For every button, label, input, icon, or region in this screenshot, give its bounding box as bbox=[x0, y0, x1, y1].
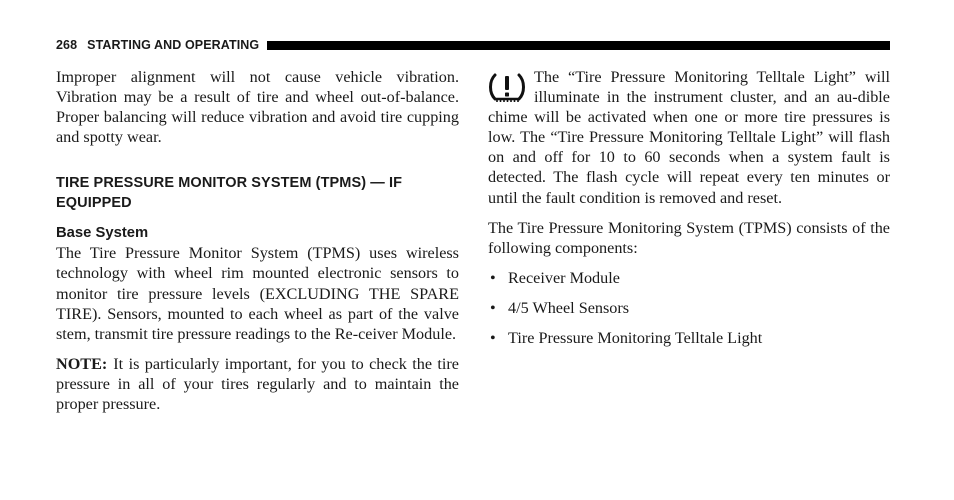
list-item bbox=[488, 328, 890, 348]
component-telltale-light: Tire Pressure Monitoring Telltale Light bbox=[508, 328, 763, 347]
page-header bbox=[56, 37, 890, 53]
base-system-subheading: Base System bbox=[56, 225, 149, 242]
note-paragraph bbox=[56, 354, 459, 414]
list-item bbox=[488, 268, 890, 288]
section-title: STARTING AND OPERATING bbox=[87, 38, 260, 52]
note-text: It is particularly important, for you to check the tire pressure in all of your tires regularly and to maintain the proper pressure. bbox=[56, 354, 459, 414]
list-item bbox=[488, 298, 890, 318]
component-receiver-module: Receiver Module bbox=[508, 268, 620, 287]
bullet-icon: • bbox=[490, 298, 496, 317]
header-rule bbox=[267, 41, 890, 50]
note-label: NOTE: bbox=[56, 354, 108, 373]
right-column bbox=[488, 67, 890, 358]
bullet-icon: • bbox=[490, 268, 496, 287]
base-system-paragraph: The Tire Pressure Monitor System (TPMS) uses wireless technology with wheel rim mounted electronic sensors to monitor tire pressure levels (EXCLUDING THE SPARE TIRE). Sensors, mounted to each wheel as part of the valve stem, transmit tire pressure readings to the Re-ceiver Module. bbox=[56, 244, 459, 343]
tpms-heading-line2: EQUIPPED bbox=[56, 195, 132, 212]
alignment-paragraph: Improper alignment will not cause vehicle vibration. Vibration may be a result of tire and wheel out-of-balance. Proper balancing will reduce vibration and avoid tire cupping and spotty wear. bbox=[56, 68, 459, 147]
tpms-heading-line1: TIRE PRESSURE MONITOR SYSTEM (TPMS) — IF bbox=[56, 175, 403, 192]
tpms-heading bbox=[56, 173, 459, 213]
components-list bbox=[488, 268, 890, 348]
page-number: 268 bbox=[56, 38, 78, 52]
bullet-icon: • bbox=[490, 328, 496, 347]
component-wheel-sensors: 4/5 Wheel Sensors bbox=[508, 298, 630, 317]
telltale-paragraph: The “Tire Pressure Monitoring Telltale Light” will illuminate in the instrument cluster, and an au-dible chime will be activated when one or more tire pressures is low. The “Tire Pressure Monitoring Telltale Light” will flash on and off for 10 to 60 seconds when a system fault is detected. The flash cycle will repeat every ten minutes or until the fault condition is removed and reset. bbox=[488, 68, 890, 207]
left-column bbox=[56, 67, 459, 414]
components-intro: The Tire Pressure Monitoring System (TPMS) consists of the following components: bbox=[488, 218, 890, 257]
tpms-warning-icon bbox=[488, 71, 526, 105]
